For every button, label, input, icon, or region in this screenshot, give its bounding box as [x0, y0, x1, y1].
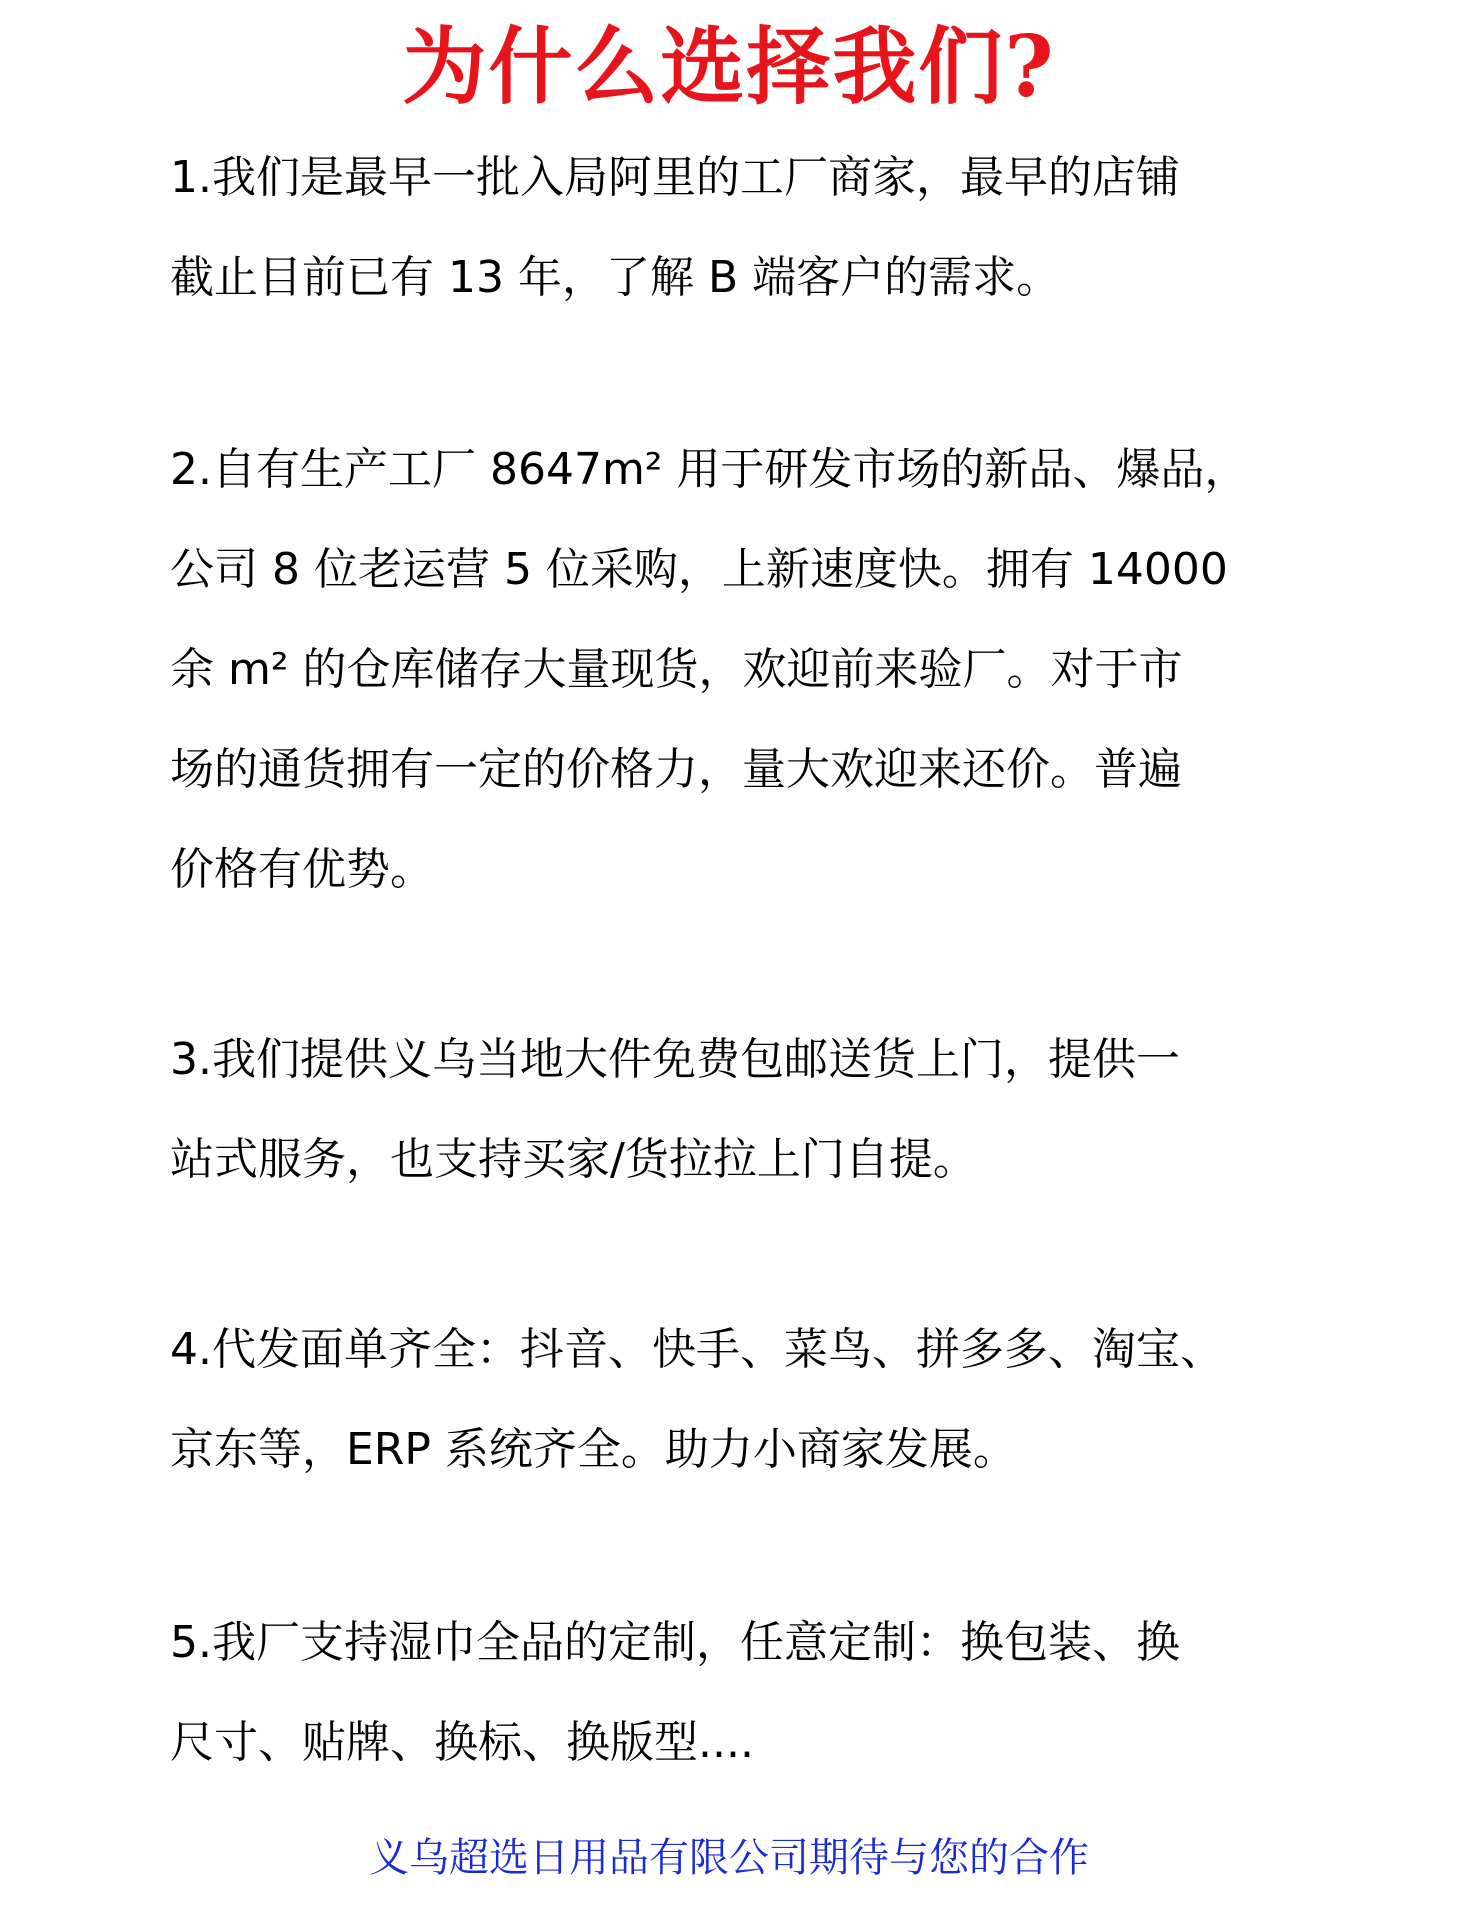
- point-1-line-2: 截止目前已有 13 年，了解 B 端客户的需求。: [170, 252, 1061, 303]
- company-footer: 义乌超选日用品有限公司期待与您的合作: [369, 1835, 1089, 1881]
- point-4-line-1: 4.代发面单齐全：抖音、快手、菜鸟、拼多多、淘宝、: [170, 1324, 1224, 1375]
- point-3: [170, 1010, 1280, 1210]
- point-2-line-3: 余 m² 的仓库储存大量现货，欢迎前来验厂。对于市: [170, 644, 1183, 695]
- point-1-line-1: 1.我们是最早一批入局阿里的工厂商家，最早的店铺: [170, 152, 1180, 203]
- point-5-line-1: 5.我厂支持湿巾全品的定制，任意定制：换包装、换: [170, 1617, 1180, 1668]
- point-2-line-5: 价格有优势。: [170, 844, 434, 895]
- point-2-line-4: 场的通货拥有一定的价格力，量大欢迎来还价。普遍: [170, 744, 1182, 795]
- point-1: [170, 128, 1280, 328]
- point-2-line-1: 2.自有生产工厂 8647m² 用于研发市场的新品、爆品，: [170, 444, 1249, 495]
- point-5: [170, 1593, 1280, 1793]
- point-4: [170, 1300, 1280, 1500]
- point-3-line-1: 3.我们提供义乌当地大件免费包邮送货上门，提供一: [170, 1034, 1180, 1085]
- page-title: 为什么选择我们?: [402, 17, 1056, 116]
- point-3-line-2: 站式服务，也支持买家/货拉拉上门自提。: [170, 1134, 977, 1185]
- point-5-line-2: 尺寸、贴牌、换标、换版型....: [170, 1717, 754, 1768]
- point-2-line-2: 公司 8 位老运营 5 位采购，上新速度快。拥有 14000: [170, 544, 1228, 595]
- point-2: [170, 420, 1280, 920]
- point-4-line-2: 京东等，ERP 系统齐全。助力小商家发展。: [170, 1424, 1017, 1475]
